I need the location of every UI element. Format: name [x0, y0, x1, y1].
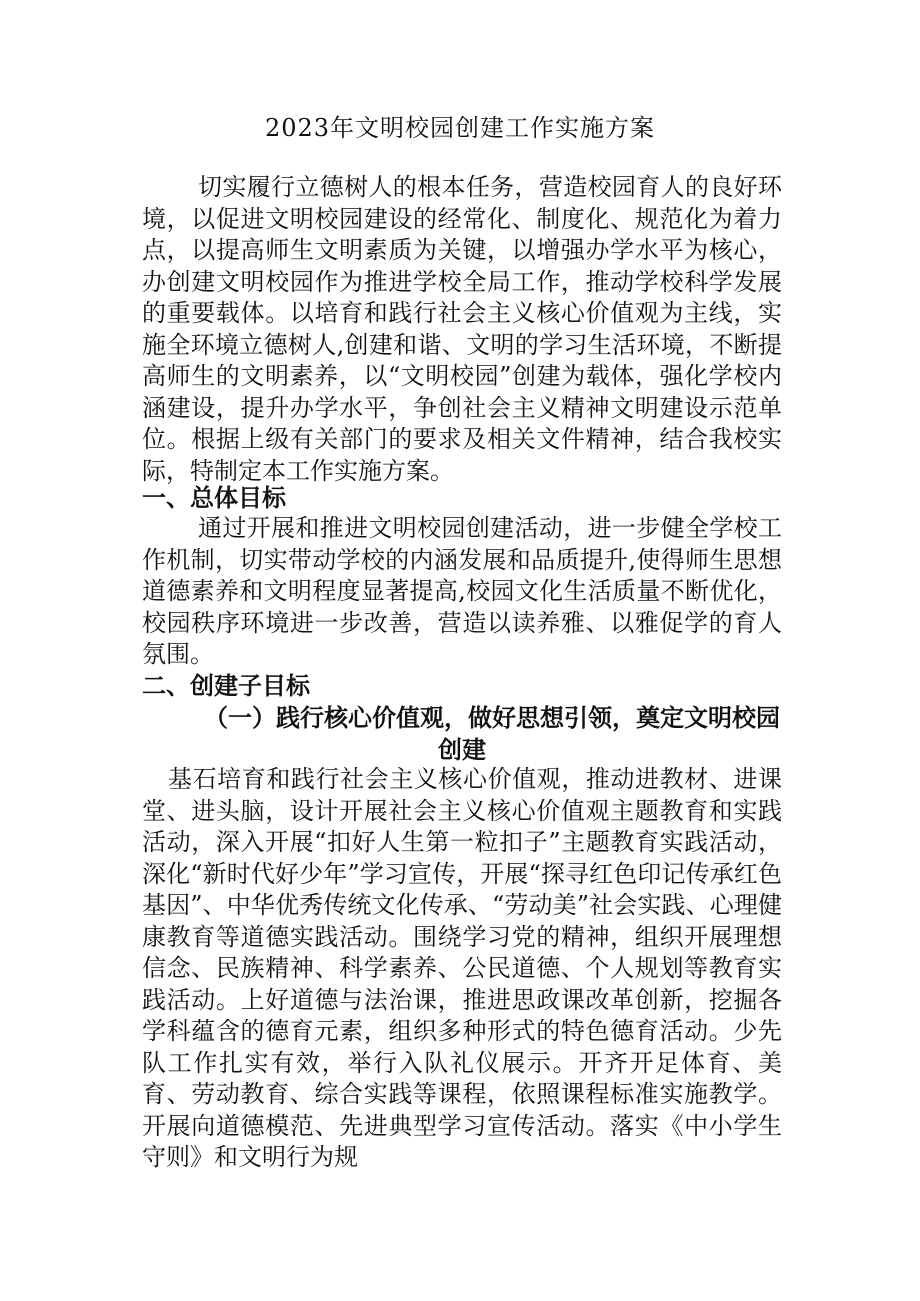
section-heading-sub-goals: 二、创建子目标 [142, 671, 310, 700]
overall-goal-paragraph: 通过开展和推进文明校园创建活动，进一步健全学校工作机制，切实带动学校的内涵发展和品质提升,使得师生思想道德素养和文明程度显著提高,校园文化生活质量不断优化，校园秩序环境进一步改善，营造以读养雅、以雅促学的育人氛围。 [142, 514, 782, 668]
section-heading-overall-goal: 一、总体目标 [142, 483, 286, 512]
subsection-heading-core-values: （一）践行核心价值观，做好思想引领，奠定文明校园创建 [204, 703, 780, 764]
intro-paragraph: 切实履行立德树人的根本任务，营造校园育人的良好环境，以促进文明校园建设的经常化、制度化、规范化为着力点，以提高师生文明素质为关键，以增强办学水平为核心，办创建文明校园作为推进学校全局工作，推动学校科学发展的重要载体。以培育和践行社会主义核心价值观为主线，实施全环境立德树人,创建和谐、文明的学习生活环境，不断提高师生的文明素养，以“文明校园”创建为载体，强化学校内涵建设，提升办学水平，争创社会主义精神文明建设示范单位。根据上级有关部门的要求及相关文件精神，结合我校实际，特制定本工作实施方案。 [142, 173, 782, 485]
document-title: 2023年文明校园创建工作实施方案 [264, 114, 656, 142]
core-values-paragraph: 基石培育和践行社会主义核心价值观，推动进教材、进课堂、进头脑，设计开展社会主义核心价值观主题教育和实践活动，深入开展“扣好人生第一粒扣子”主题教育实践活动，深化“新时代好少年”学习宣传，开展“探寻红色印记传承红色基因”、中华优秀传统文化传承、“劳动美”社会实践、心理健康教育等道德实践活动。围绕学习党的精神，组织开展理想信念、民族精神、科学素养、公民道德、个人规划等教育实践活动。上好道德与法治课，推进思政课改革创新，挖掘各学科蕴含的德育元素，组织多种形式的特色德育活动。少先队工作扎实有效，举行入队礼仪展示。开齐开足体育、美育、劳动教育、综合实践等课程，依照课程标准实施教学。开展向道德模范、先进典型学习宣传活动。落实《中小学生守则》和文明行为规 [142, 765, 782, 1171]
